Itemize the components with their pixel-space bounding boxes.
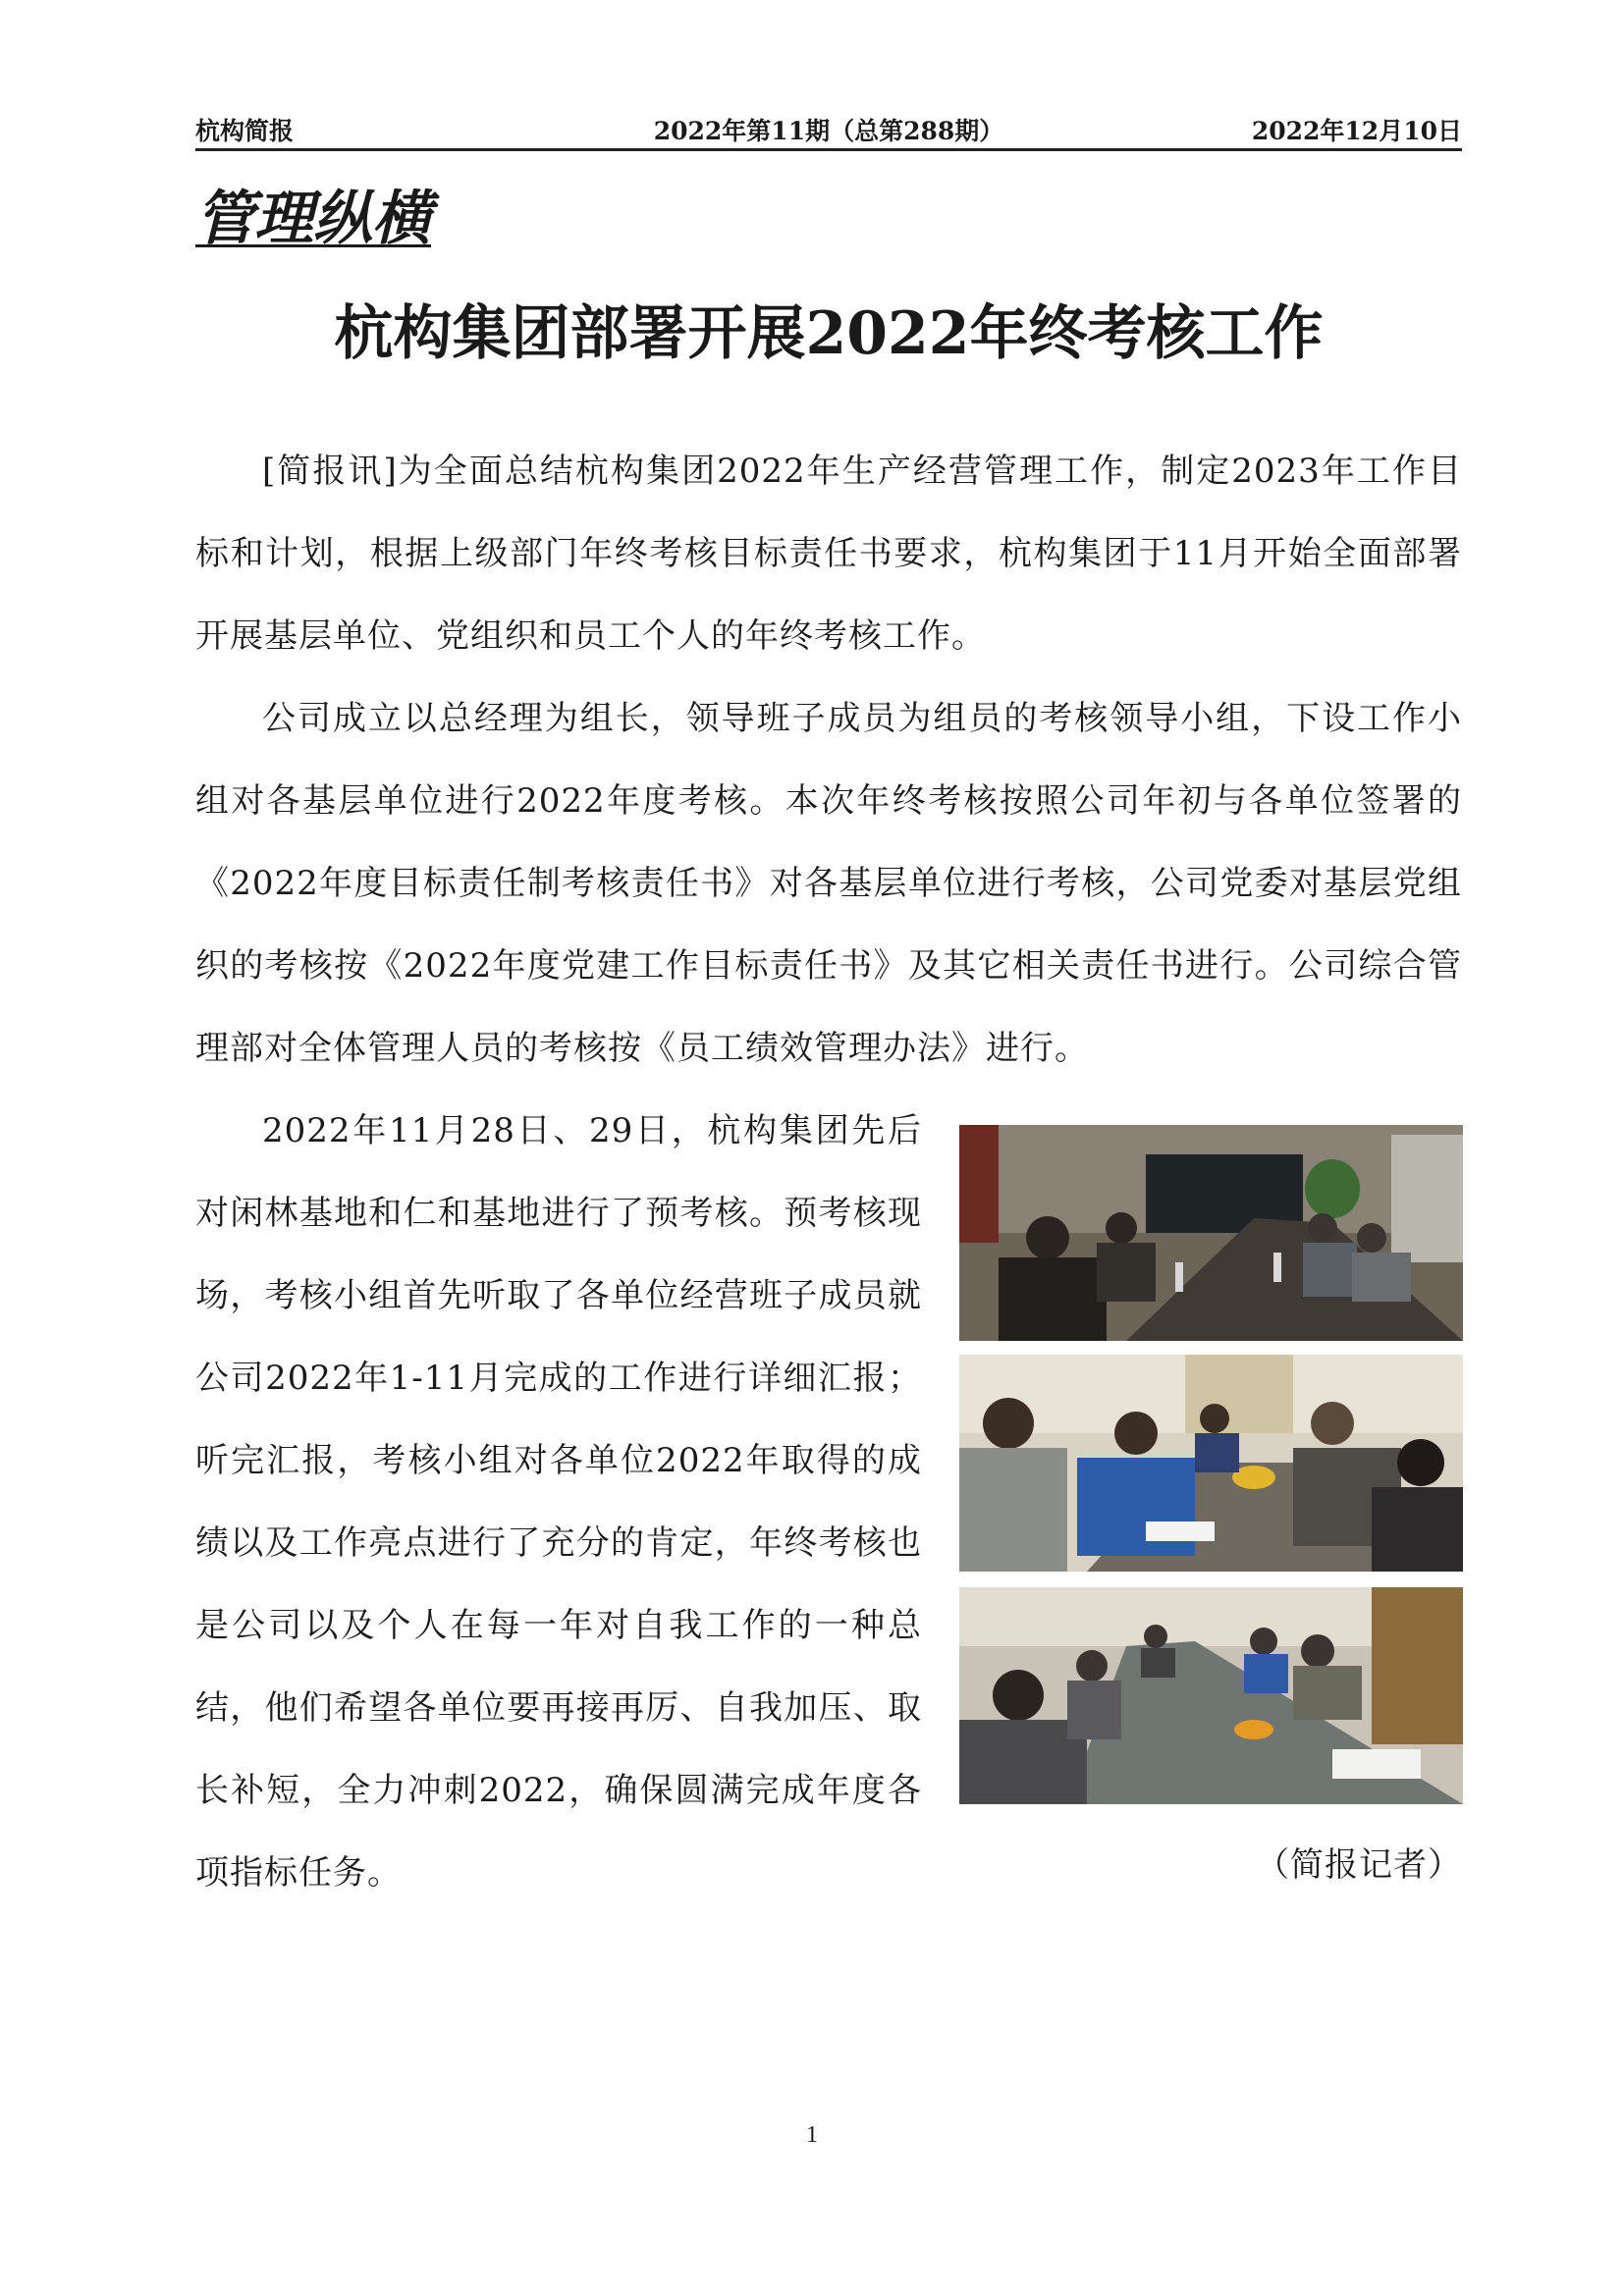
page-number: 1 <box>806 2122 818 2148</box>
article-title: 杭构集团部署开展2022年终考核工作 <box>334 299 1324 368</box>
header-publication: 杭构简报 <box>195 117 295 145</box>
section-title: 管理纵横 <box>195 185 431 253</box>
paragraph-intro: [简报讯]为全面总结杭构集团2022年生产经营管理工作，制定2023年工作目标和计划，根据上级部门年终考核目标责任书要求，杭构集团于11月开始全面部署开展基层单位、党组织和员工个人的年终考核工作。 <box>195 452 1462 656</box>
meeting-photo-3 <box>959 1587 1463 1804</box>
meeting-photo-1 <box>959 1125 1463 1341</box>
header-divider <box>195 148 1462 151</box>
article-body-column <box>195 1090 922 1914</box>
paragraph-organization: 公司成立以总经理为组长，领导班子成员为组员的考核领导小组，下设工作小组对各基层单位进行2022年度考核。本次年终考核按照公司年初与各单位签署的《2022年度目标责任制考核责任书》对各基层单位进行考核，公司党委对基层党组织的考核按《2022年度党建工作目标责任书》及其它相关责任书进行。公司综合管理部对全体管理人员的考核按《员工绩效管理办法》进行。 <box>195 699 1462 1068</box>
header-issue: 2022年第11期（总第288期） <box>653 117 1004 145</box>
page-header <box>195 116 1462 151</box>
meeting-photo-2 <box>959 1355 1463 1572</box>
reporter-credit: （简报记者） <box>1256 1845 1462 1885</box>
header-date: 2022年12月10日 <box>1251 117 1462 145</box>
article-body <box>195 430 1462 1090</box>
paragraph-pre-assessment: 2022年11月28日、29日，杭构集团先后对闲林基地和仁和基地进行了预考核。预考核现场，考核小组首先听取了各单位经营班子成员就公司2022年1-11月完成的工作进行详细汇报；听完汇报，考核小组对各单位2022年取得的成绩以及工作亮点进行了充分的肯定，年终考核也是公司以及个人在每一年对自我工作的一种总结，他们希望各单位要再接再厉、自我加压、取长补短，全力冲刺2022，确保圆满完成年度各项指标任务。 <box>195 1111 922 1893</box>
